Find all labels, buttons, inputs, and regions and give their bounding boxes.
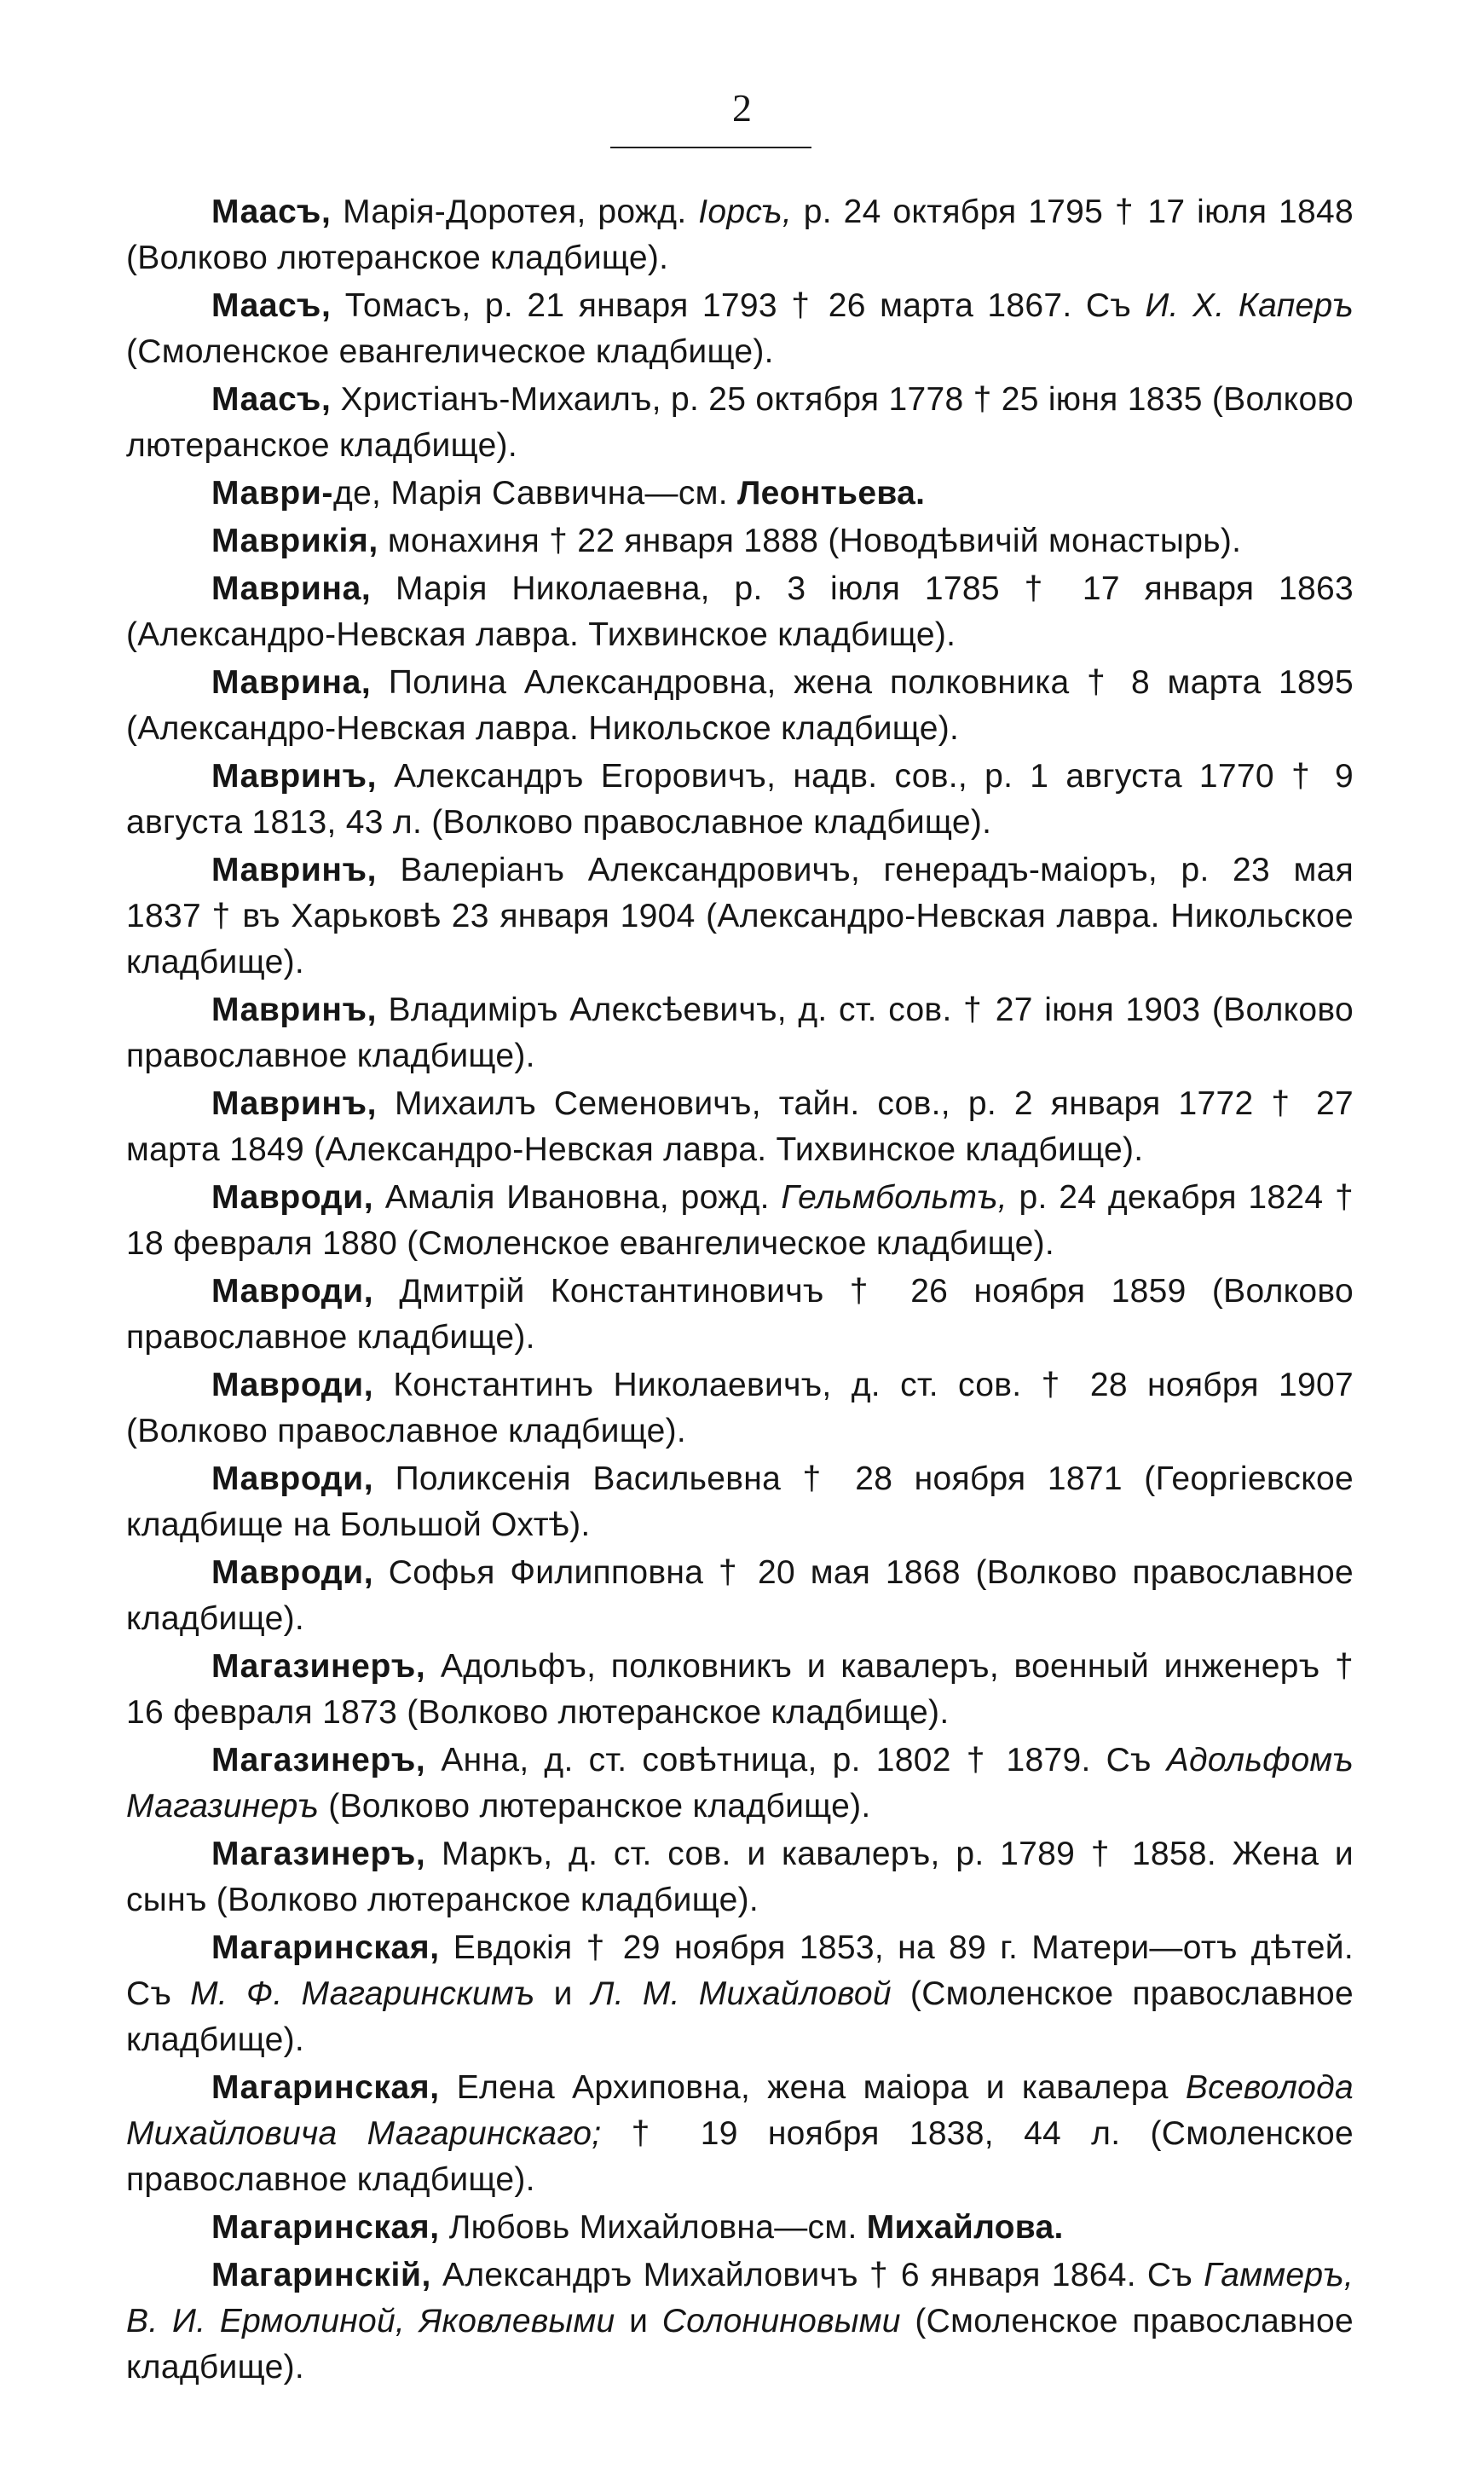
entry-surname: Мавроди, <box>211 1460 374 1497</box>
entry-text: р. 24 декабря 1824 † 18 февраля 1880 (Смоленское евангелическое кладбище). <box>126 1179 1354 1262</box>
register-entry <box>126 754 1354 846</box>
entry-surname: Маасъ, <box>211 194 332 230</box>
entry-surname: Маври- <box>211 475 334 512</box>
entry-text: Христіанъ-Михаилъ, р. 25 октября 1778 † 25 іюня 1835 (Волково лютеранское кладбище). <box>126 381 1354 464</box>
entry-text: Поликсенія Васильевна † 28 ноября 1871 (Георгіевское кладбище на Большой Охтѣ). <box>126 1460 1354 1543</box>
entry-surname: Магаринская, <box>211 1929 440 1966</box>
entry-surname: Мавринъ, <box>211 852 378 888</box>
entry-list <box>126 189 1354 2392</box>
entry-surname: Мавринъ, <box>211 1085 378 1122</box>
entry-text: (Смоленское евангелическое кладбище). <box>126 333 774 370</box>
register-entry <box>126 283 1354 375</box>
entry-italic-name: Іорсъ, <box>698 194 792 230</box>
entry-text: (Волково лютеранское кладбище). <box>319 1788 871 1825</box>
entry-text: Валеріанъ Александровичъ, генерадъ-маіоръ, р. 23 мая 1837 † въ Харьковѣ 23 января 1904 (Александро-Невская лавра. Никольское кладбище). <box>126 852 1354 980</box>
register-entry <box>126 1644 1354 1736</box>
entry-surname: Магаринская, <box>211 2069 440 2106</box>
entry-surname: Маасъ, <box>211 287 332 324</box>
register-entry <box>126 518 1354 564</box>
register-entry <box>126 566 1354 658</box>
page-number: 2 <box>732 86 752 130</box>
entry-text: Анна, д. ст. совѣтница, р. 1802 † 1879. Съ <box>425 1742 1167 1778</box>
register-entry <box>126 1550 1354 1642</box>
entry-cross-reference: Леонтьева. <box>737 475 926 512</box>
register-entry <box>126 189 1354 281</box>
register-entry <box>126 1831 1354 1923</box>
entry-surname: Мавроди, <box>211 1554 374 1591</box>
register-entry <box>126 660 1354 752</box>
register-entry <box>126 1175 1354 1267</box>
entry-text: (Смоленское православное кладбище). <box>126 2303 1354 2386</box>
entry-italic-name: Гаммеръ, В. И. Ермолиной, Яковлевыми <box>126 2257 1354 2339</box>
entry-text: Маркъ, д. ст. сов. и кавалеръ, р. 1789 † 1858. Жена и сынъ (Волково лютеранское кладбище). <box>126 1836 1354 1918</box>
entry-italic-name: Солониновыми <box>661 2303 901 2339</box>
entry-surname: Мавринъ, <box>211 992 378 1028</box>
entry-surname: Маасъ, <box>211 381 332 418</box>
entry-text: Михаилъ Семеновичъ, тайн. сов., р. 2 января 1772 † 27 марта 1849 (Александро-Невская лавра. Тихвинское кладбище). <box>126 1085 1354 1168</box>
entry-italic-name: Гельмбольтъ, <box>781 1179 1008 1216</box>
entry-cross-reference: Михайлова. <box>866 2209 1064 2246</box>
register-entry <box>126 471 1354 517</box>
register-entry <box>126 377 1354 469</box>
entry-surname: Магазинеръ, <box>211 1742 426 1778</box>
entry-text: и <box>615 2303 662 2339</box>
entry-surname: Маврикія, <box>211 523 378 559</box>
register-entry <box>126 1456 1354 1548</box>
entry-text: де, Марія Саввична—см. <box>333 475 738 512</box>
register-entry <box>126 1269 1354 1361</box>
entry-text: Владиміръ Алексѣевичъ, д. ст. сов. † 27 іюня 1903 (Волково православное кладбище). <box>126 992 1354 1074</box>
entry-surname: Маврина, <box>211 570 372 607</box>
entry-italic-name: Всеволода Михайловича Магаринскаго; <box>126 2069 1354 2152</box>
register-entry <box>126 2205 1354 2251</box>
register-entry <box>126 1081 1354 1173</box>
entry-text: Адольфъ, полковникъ и кавалеръ, военный инженеръ † 16 февраля 1873 (Волково лютеранское кладбище). <box>126 1648 1354 1731</box>
entry-text: Константинъ Николаевичъ, д. ст. сов. † 28 ноября 1907 (Волково православное кладбище). <box>126 1367 1354 1449</box>
entry-text: монахиня † 22 января 1888 (Новодѣвичій монастырь). <box>378 523 1242 559</box>
entry-text: Александръ Егоровичъ, надв. сов., р. 1 августа 1770 † 9 августа 1813, 43 л. (Волково православное кладбище). <box>126 758 1354 841</box>
entry-text: Марія Николаевна, р. 3 іюля 1785 † 17 января 1863 (Александро-Невская лавра. Тихвинское кладбище). <box>126 570 1354 653</box>
page-number-rule <box>610 147 811 148</box>
entry-surname: Магазинеръ, <box>211 1836 426 1872</box>
entry-text: Евдокія † 29 ноября 1853, на 89 г. Матери—отъ дѣтей. Съ <box>126 1929 1354 2012</box>
entry-text: Любовь Михайловна—см. <box>439 2209 867 2246</box>
entry-surname: Мавринъ, <box>211 758 378 795</box>
entry-text: Марія-Доротея, рожд. <box>331 194 699 230</box>
entry-text: Александръ Михайловичъ † 6 января 1864. Съ <box>431 2257 1204 2293</box>
entry-surname: Мавроди, <box>211 1367 374 1403</box>
entry-text: Амалія Ивановна, рожд. <box>373 1179 782 1216</box>
entry-surname: Магаринскій, <box>211 2257 431 2293</box>
entry-surname: Мавроди, <box>211 1273 374 1310</box>
entry-surname: Магаринская, <box>211 2209 440 2246</box>
entry-italic-name: Л. М. Михайловой <box>591 1975 892 2012</box>
entry-text: Дмитрій Константиновичъ † 26 ноября 1859 (Волково православное кладбище). <box>126 1273 1354 1356</box>
register-entry <box>126 2253 1354 2391</box>
register-entry <box>126 847 1354 986</box>
register-entry <box>126 1738 1354 1830</box>
entry-surname: Маврина, <box>211 664 372 701</box>
register-entry <box>126 2065 1354 2203</box>
entry-surname: Мавроди, <box>211 1179 374 1216</box>
register-entry <box>126 1362 1354 1454</box>
entry-italic-name: Адольфомъ Магазинеръ <box>126 1742 1354 1825</box>
entry-text: Елена Архиповна, жена маіора и кавалера <box>439 2069 1186 2106</box>
entry-text: † 19 ноября 1838, 44 л. (Смоленское православное кладбище). <box>126 2115 1354 2198</box>
entry-text: Томасъ, р. 21 января 1793 † 26 марта 1867. Съ <box>331 287 1146 324</box>
entry-italic-name: М. Ф. Магаринскимъ <box>190 1975 535 2012</box>
entry-text: и <box>534 1975 592 2012</box>
entry-surname: Магазинеръ, <box>211 1648 426 1685</box>
entry-italic-name: И. Х. Каперъ <box>1145 287 1354 324</box>
entry-text: (Смоленское православное кладбище). <box>126 1975 1354 2058</box>
register-entry <box>126 987 1354 1079</box>
register-entry <box>126 1925 1354 2063</box>
entry-text: Полина Александровна, жена полковника † 8 марта 1895 (Александро-Невская лавра. Никольское кладбище). <box>126 664 1354 747</box>
entry-text: Софья Филипповна † 20 мая 1868 (Волково православное кладбище). <box>126 1554 1354 1637</box>
entry-text: р. 24 октября 1795 † 17 іюля 1848 (Волково лютеранское кладбище). <box>126 194 1354 276</box>
